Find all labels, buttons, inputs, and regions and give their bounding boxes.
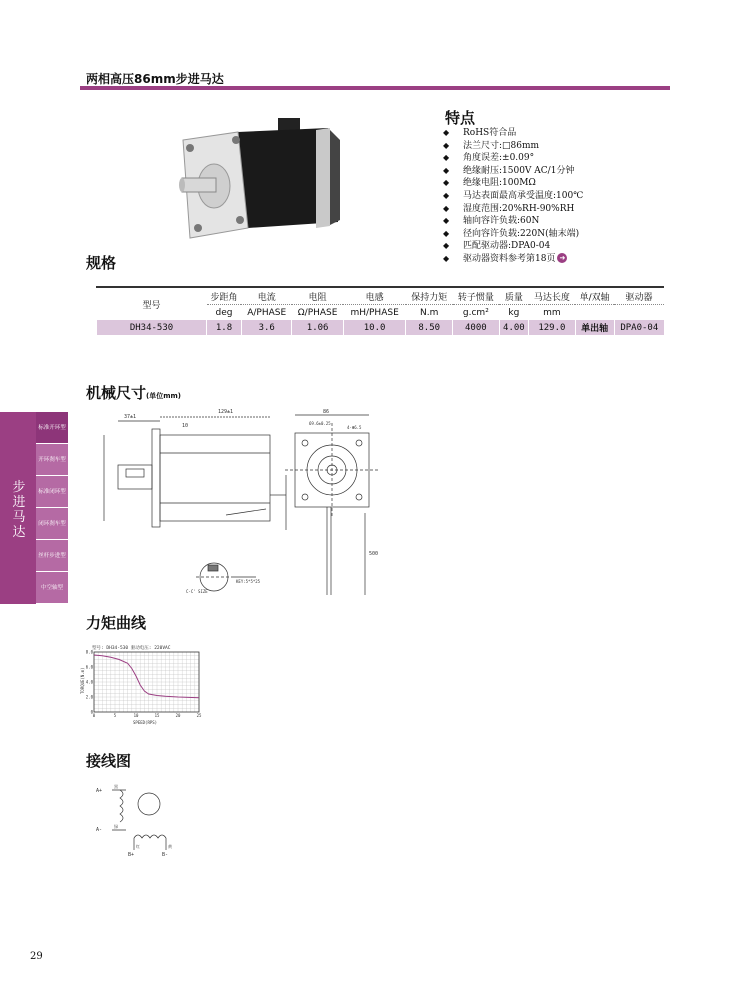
value-cell: 3.6: [241, 320, 291, 335]
x-tick-label: 20: [175, 713, 181, 718]
wire-color-red: 红: [136, 844, 140, 849]
label-b-plus: B+: [128, 852, 135, 858]
x-tick-label: 25: [196, 713, 202, 718]
y-ticks: [86, 650, 94, 715]
diamond-icon: ◆: [443, 241, 450, 251]
dim-69: 69.6±0.25: [309, 421, 331, 426]
value-cell: DPA0-04: [614, 320, 664, 335]
col-header: 电阻: [292, 289, 343, 305]
wire-color-green: 绿: [114, 824, 118, 829]
arrow-right-icon[interactable]: ➜: [557, 253, 567, 263]
col-unit: [575, 305, 614, 321]
col-header: 电流: [241, 289, 291, 305]
wiring-diagram: [94, 778, 214, 858]
col-unit: A/PHASE: [247, 307, 287, 318]
col-header: 电感: [343, 289, 406, 305]
chart-grid: [94, 652, 199, 712]
x-axis-label: SPEED(RPS): [133, 720, 158, 725]
chart-caption: 型号: DH34-530 驱动电压: 220VAC: [92, 646, 171, 651]
feature-item: ◆ 角度误差:±0.09°: [443, 153, 535, 164]
col-header: 转子惯量: [453, 289, 500, 305]
x-tick-label: 5: [113, 713, 117, 718]
value-cell: 4000: [453, 320, 500, 335]
sidebar-item-open-loop-brake[interactable]: 开环刹车型: [36, 444, 68, 476]
diamond-icon: ◆: [443, 216, 450, 226]
diamond-icon: ◆: [443, 128, 450, 137]
value-cell: 8.50: [406, 320, 453, 335]
spec-table: [96, 289, 664, 335]
feature-item: ◆ RoHS符合品: [443, 128, 517, 138]
torque-series: [94, 655, 199, 698]
value-cell: 1.06: [292, 320, 343, 335]
y-tick-label: 0: [90, 709, 93, 715]
value-cell: 10.0: [343, 320, 406, 335]
x-ticks: [93, 713, 202, 718]
col-header: 马达长度: [529, 289, 576, 305]
feature-item: ◆ 轴向容许负载:60N: [443, 216, 540, 227]
features-list: [443, 127, 583, 266]
torque-line: [94, 655, 199, 698]
feature-item: ◆ 径向容许负载:220N(轴末端): [443, 228, 580, 239]
spec-rule: [96, 286, 664, 288]
label-b-minus: B-: [162, 852, 169, 858]
col-header: 保持力矩: [406, 289, 453, 305]
sidebar-item-hollow-shaft[interactable]: 中空轴型: [36, 572, 68, 604]
label-a-plus: A+: [96, 788, 103, 794]
page-title: 两相高压86mm步进马达: [86, 72, 224, 86]
dim-length: 129±1: [218, 409, 234, 415]
dim-10: 10: [182, 423, 189, 429]
key-label: KEY:5*5*25: [236, 579, 261, 584]
value-cell: 4.00: [499, 320, 528, 335]
section-label: C-C' SIZE: [186, 589, 208, 594]
sidebar-item-open-loop[interactable]: 标准开环型: [36, 412, 68, 444]
feature-item[interactable]: ◆ 驱动器资料参考第18页 ➜: [443, 253, 583, 266]
diamond-icon: ◆: [443, 253, 450, 263]
diamond-icon: ◆: [443, 190, 450, 200]
feature-item: ◆ 匹配驱动器:DPA0-04: [443, 241, 551, 252]
y-tick-label: 4.0: [85, 679, 93, 685]
diamond-icon: ◆: [443, 228, 450, 238]
value-cell: 129.0: [529, 320, 576, 335]
col-header: 单/双轴: [575, 289, 614, 305]
col-unit: [614, 305, 664, 321]
sidebar-item-lead-screw[interactable]: 丝杆步进型: [36, 540, 68, 572]
x-tick-label: 10: [133, 713, 139, 718]
model-cell: DH34-530: [97, 320, 207, 335]
diamond-icon: ◆: [443, 178, 450, 188]
model-header: 型号: [142, 301, 161, 311]
features-heading: 特点: [445, 109, 476, 127]
page-number: 29: [30, 951, 43, 962]
spec-heading: 规格: [86, 254, 117, 272]
diamond-icon: ◆: [443, 153, 450, 163]
col-unit: mH/PHASE: [350, 307, 399, 318]
sidebar-item-closed-loop-brake[interactable]: 闭环刹车型: [36, 508, 68, 540]
diamond-icon: ◆: [443, 140, 450, 150]
dim-37: 37±1: [124, 414, 137, 420]
diamond-icon: ◆: [443, 165, 450, 175]
col-header: 质量: [499, 289, 528, 305]
col-unit: kg: [508, 307, 520, 318]
motor-photo: [178, 110, 343, 250]
feature-item: ◆ 马达表面最高承受温度:100℃: [443, 190, 584, 201]
y-tick-label: 2.0: [85, 694, 93, 700]
y-tick-label: 8.0: [85, 649, 93, 655]
label-a-minus: A-: [96, 827, 103, 833]
dim-holes: 4-Φ6.5: [347, 425, 362, 430]
torque-heading: 力矩曲线: [86, 614, 147, 632]
x-tick-label: 0: [92, 713, 96, 718]
wiring-heading: 接线图: [86, 752, 132, 770]
col-header: 步距角: [207, 289, 242, 305]
col-unit: deg: [215, 307, 233, 318]
title-rule: [80, 86, 670, 90]
col-unit: N.m: [420, 307, 439, 318]
col-header: 驱动器: [614, 289, 664, 305]
front-view-drawing: [285, 405, 405, 605]
coil-a-icon: [120, 790, 123, 822]
feature-item: ◆ 湿度范围:20%RH-90%RH: [443, 203, 575, 214]
table-row: [97, 320, 665, 335]
feature-item: ◆ 绝缘电阻:100MΩ: [443, 178, 536, 189]
mechanical-heading: 机械尺寸(单位mm): [86, 384, 182, 402]
wire-color-black: 黑: [114, 784, 118, 789]
dim-86: 86: [323, 409, 330, 415]
mechanical-unit: (单位mm): [146, 392, 182, 400]
col-unit: mm: [543, 307, 561, 318]
coil-b-icon: [134, 835, 166, 838]
diamond-icon: ◆: [443, 203, 450, 213]
feature-item: ◆ 法兰尺寸:□86mm: [443, 140, 540, 151]
x-tick-label: 15: [154, 713, 160, 718]
rotor-icon: [138, 793, 160, 815]
value-cell: 1.8: [207, 320, 242, 335]
spec-header-row: [97, 289, 665, 305]
dim-wire: 500: [369, 551, 379, 557]
wire-color-yellow: 黄: [168, 844, 172, 849]
sidebar-item-closed-loop[interactable]: 标准闭环型: [36, 476, 68, 508]
y-tick-label: 6.0: [85, 664, 93, 670]
y-axis-label: TORQUE(N.m): [80, 667, 85, 694]
value-cell: 单出轴: [575, 320, 614, 335]
torque-chart: [78, 640, 218, 725]
col-unit: Ω/PHASE: [297, 307, 338, 318]
col-unit: g.cm²: [462, 307, 489, 318]
sidebar-main-label: 步进马达: [12, 480, 26, 540]
feature-item: ◆ 绝缘耐压:1500V AC/1分钟: [443, 165, 575, 176]
